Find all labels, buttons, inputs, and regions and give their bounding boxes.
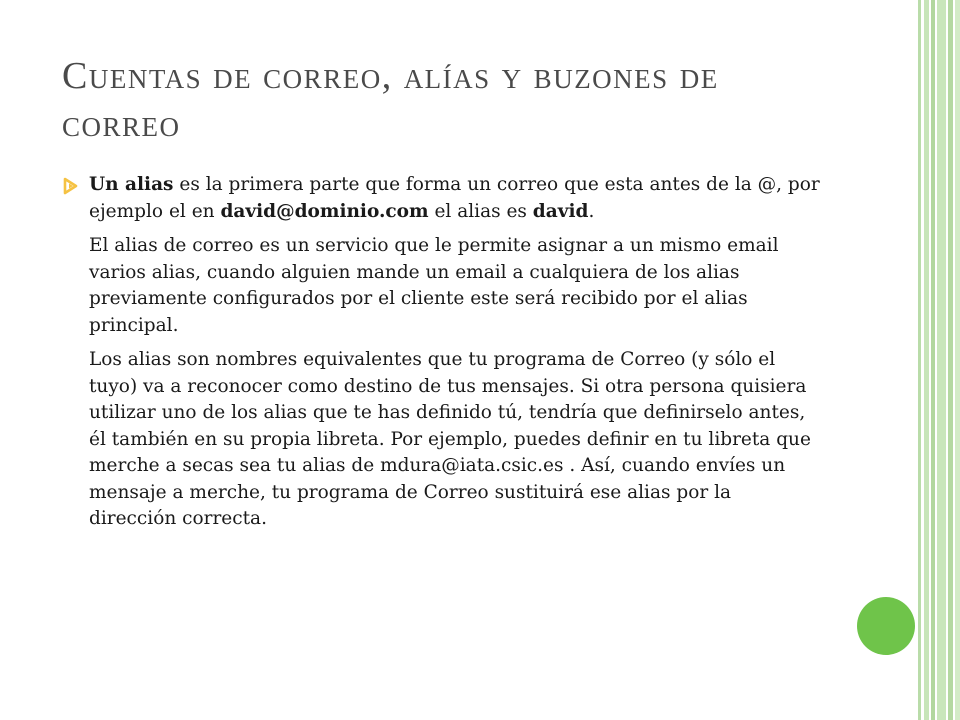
text: es la primera parte que forma un correo que esta antes de la @, por ejemplo el en xyxy=(89,174,820,222)
text: . xyxy=(588,200,595,222)
alias-example: david xyxy=(532,200,589,222)
decorative-stripe xyxy=(955,0,960,720)
decorative-stripe xyxy=(937,0,946,720)
decorative-stripe xyxy=(924,0,929,720)
decorative-stripe xyxy=(931,0,935,720)
decorative-circle xyxy=(857,597,915,655)
email-example: david@dominio.com xyxy=(220,200,429,222)
slide-title: Cuentas de correo, alías y buzones de correo xyxy=(62,55,719,145)
paragraph-alias-definition xyxy=(89,172,820,225)
bullet-icon xyxy=(60,176,80,196)
decorative-stripe xyxy=(918,0,921,720)
decorative-stripe xyxy=(948,0,953,720)
paragraph-alias-usage: Los alias son nombres equivalentes que tu programa de Correo (y sólo el tuyo) va a reconocer como destino de tus mensajes. Si otra persona quisiera utilizar uno de los alias que te has definido tú, tendría que definirselo antes, él también en su propia libreta. Por ejemplo, puedes definir en tu libreta que merche a secas sea tu alias de mdura@iata.csic.es . Así, cuando envíes un mensaje a merche, tu programa de Correo sustituirá ese alias por la dirección correcta. xyxy=(89,349,811,529)
text: el alias es xyxy=(428,200,533,222)
term-alias: Un alias xyxy=(89,174,174,195)
paragraph-alias-service: El alias de correo es un servicio que le permite asignar a un mismo email varios alias, cuando alguien mande un email a cualquiera de los alias previamente configurados por el cliente este será recibido por el alias principal. xyxy=(89,235,779,336)
slide-body xyxy=(60,172,820,541)
